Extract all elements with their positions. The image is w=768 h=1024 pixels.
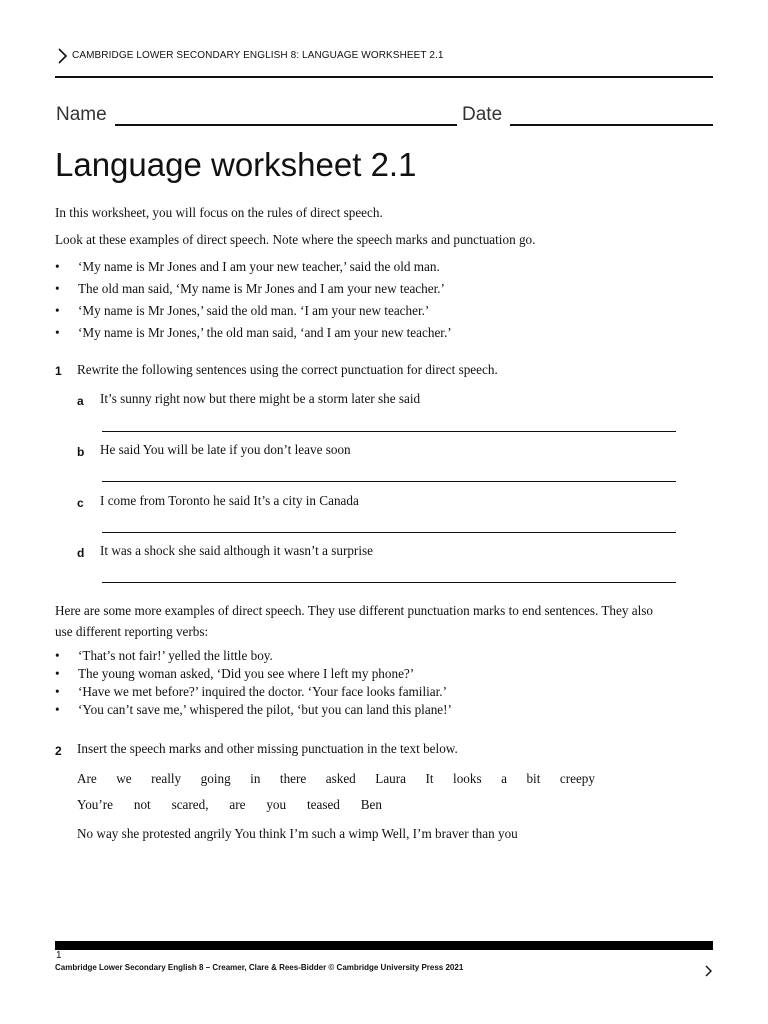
intro-instruction: Look at these examples of direct speech. Note where the speech marks and punctuation go. [55,232,536,247]
sub-question-label: d [77,546,85,560]
list-item: • ‘You can’t save me,’ whispered the pilot, ‘but you can land this plane!’ [55,701,452,719]
intro-text: In this worksheet, you will focus on the rules of direct speech. [55,205,383,220]
question-number: 1 [55,364,62,378]
header-rule [55,76,713,78]
footer-credit: Cambridge Lower Secondary English 8 – Creamer, Clare & Rees-Bidder © Cambridge University Press 2021 [55,963,464,972]
name-label: Name [56,104,107,125]
answer-line[interactable] [102,532,676,533]
passage-line: Are we really going in there asked Laura It looks a bit creepy [77,771,595,786]
date-field[interactable] [510,124,713,126]
name-field[interactable] [115,124,457,126]
list-item: • ‘My name is Mr Jones,’ the old man said, ‘and I am your new teacher.’ [55,324,452,346]
sub-question-text: He said You will be late if you don’t leave soon [100,442,351,457]
chevron-right-icon [56,47,68,65]
sub-question-text: I come from Toronto he said It’s a city in Canada [100,493,359,508]
sub-question-text: It was a shock she said although it wasn’t a surprise [100,543,373,558]
answer-line[interactable] [102,582,676,583]
list-item: • ‘That’s not fair!’ yelled the little boy. [55,647,452,665]
answer-line[interactable] [102,431,676,432]
page-title: Language worksheet 2.1 [55,146,417,183]
list-item: • ‘My name is Mr Jones,’ said the old man. ‘I am your new teacher.’ [55,302,452,324]
list-item: • ‘My name is Mr Jones and I am your new teacher,’ said the old man. [55,258,452,280]
answer-line[interactable] [102,481,676,482]
footer-bar [55,941,713,950]
page-number: 1 [56,950,62,961]
chevron-right-icon [703,964,713,978]
passage-line: You’re not scared, are you teased Ben [77,797,382,812]
question-text: Insert the speech marks and other missing punctuation in the text below. [77,741,458,756]
more-examples-text: Here are some more examples of direct speech. They use different punctuation marks to end sentences. They also use different reporting verbs: [55,603,653,639]
list-item: • The young woman asked, ‘Did you see where I left my phone?’ [55,665,452,683]
passage-line: No way she protested angrily You think I’m such a wimp Well, I’m braver than you [77,826,518,841]
example-list [55,258,452,346]
list-item: • ‘Have we met before?’ inquired the doctor. ‘Your face looks familiar.’ [55,683,452,701]
more-example-list [55,647,452,719]
sub-question-label: c [77,496,84,510]
list-item: • The old man said, ‘My name is Mr Jones and I am your new teacher.’ [55,280,452,302]
question-text: Rewrite the following sentences using the correct punctuation for direct speech. [77,362,498,377]
sub-question-text: It’s sunny right now but there might be a storm later she said [100,391,421,406]
sub-question-label: a [77,394,84,408]
date-label: Date [462,104,503,125]
question-number: 2 [55,744,62,758]
header-title: CAMBRIDGE LOWER SECONDARY ENGLISH 8: LANGUAGE WORKSHEET 2.1 [72,50,444,61]
sub-question-label: b [77,445,85,459]
